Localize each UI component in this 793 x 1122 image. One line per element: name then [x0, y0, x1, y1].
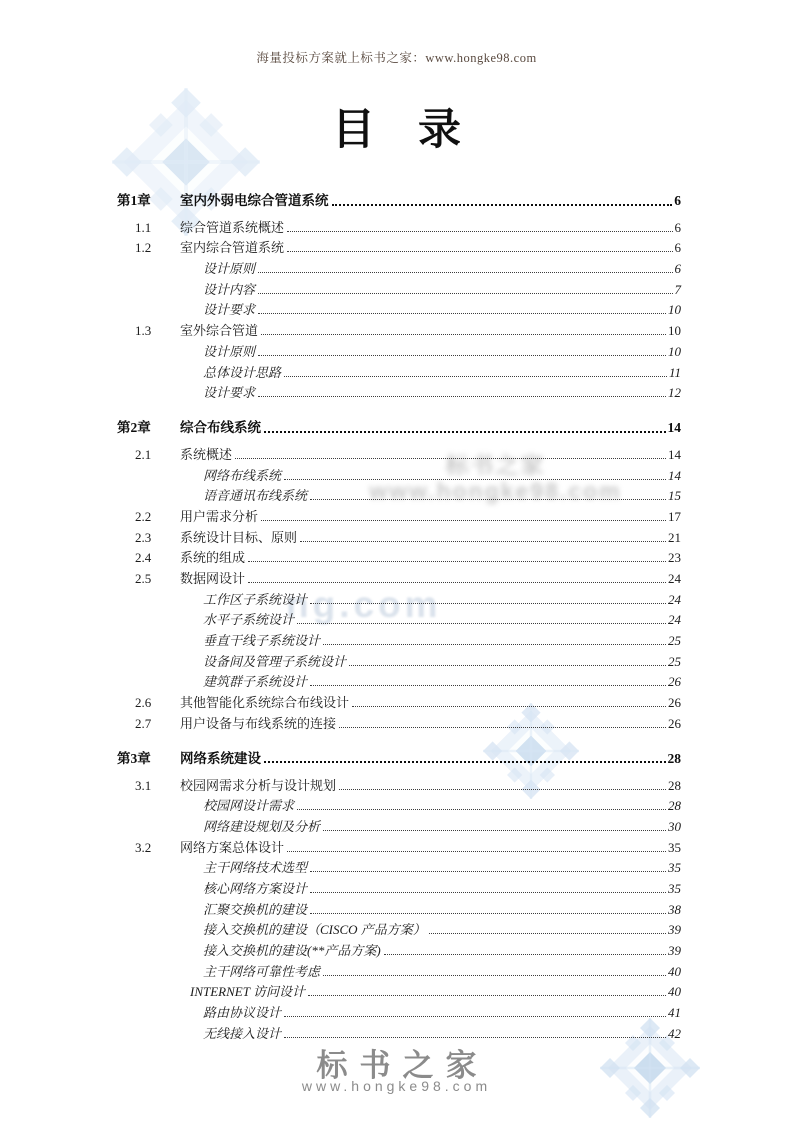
toc-page-number: 15 [668, 488, 681, 504]
toc-entry-row[interactable] [117, 773, 681, 794]
toc-chapter-row[interactable] [117, 414, 681, 436]
toc-leader-dots [248, 582, 666, 583]
toc-entry-title: 主干网络技术选型 [203, 860, 308, 876]
toc-entry-title: 系统设计目标、原则 [180, 529, 298, 545]
toc-entry-row[interactable] [117, 587, 681, 608]
toc-entry-row[interactable] [117, 608, 681, 629]
toc-page-number: 14 [668, 446, 681, 462]
toc-page-number: 40 [668, 963, 681, 979]
toc-entry-row[interactable] [117, 670, 681, 691]
toc-page-number: 17 [668, 508, 681, 524]
toc-entry-row[interactable] [117, 504, 681, 525]
toc-entry-row[interactable] [117, 649, 681, 670]
toc-leader-dots [310, 603, 666, 604]
toc-chapter-label: 第2章 [117, 420, 151, 436]
toc-page-number: 6 [674, 240, 681, 256]
toc-page-number: 30 [668, 818, 681, 834]
toc-entry-title: 设计要求 [203, 302, 256, 318]
toc-entry-row[interactable] [117, 484, 681, 505]
toc-entry-number: 3.1 [135, 777, 152, 793]
toc-entry-title: 主干网络可靠性考虑 [203, 963, 321, 979]
toc-leader-dots [284, 1016, 666, 1017]
toc-page-number: 28 [667, 750, 681, 766]
toc-entry-row[interactable] [117, 318, 681, 339]
toc-entry-row[interactable] [117, 339, 681, 360]
toc-entry-title: 水平子系统设计 [203, 612, 295, 628]
toc-entry-number: 2.7 [135, 715, 152, 731]
toc-leader-dots [248, 561, 666, 562]
toc-page-number: 23 [668, 550, 681, 566]
toc-page-number: 40 [668, 984, 681, 1000]
toc-page-number: 6 [674, 261, 681, 277]
toc-entry-number: 2.4 [135, 550, 152, 566]
toc-chapter-row[interactable] [117, 187, 681, 209]
toc-entry-title: 用户需求分析 [180, 508, 259, 524]
toc-chapter-title: 室内外弱电综合管道系统 [180, 193, 329, 208]
toc-entry-title: 数据网设计 [180, 571, 246, 586]
toc-leader-dots [339, 789, 666, 790]
toc-page-number: 11 [668, 364, 681, 380]
toc-entry-number: 2.6 [135, 695, 152, 711]
toc-entry-title: 网络方案总体设计 [180, 839, 285, 855]
toc-leader-dots [284, 479, 666, 480]
toc-entry-row[interactable] [117, 546, 681, 567]
toc-entry-row[interactable] [117, 277, 681, 298]
toc-leader-dots [310, 913, 666, 914]
toc-entry-row[interactable] [117, 628, 681, 649]
toc-page-number: 14 [668, 467, 681, 483]
toc-page-number: 6 [674, 219, 681, 235]
toc-entry-title: 系统概述 [180, 446, 233, 462]
toc-leader-dots [349, 665, 666, 666]
toc-entry-row[interactable] [117, 918, 681, 939]
toc-entry-row[interactable] [117, 980, 681, 1001]
toc-leader-dots [284, 1037, 666, 1038]
toc-entry-row[interactable] [117, 876, 681, 897]
toc-entry-row[interactable] [117, 566, 681, 587]
toc-page-number: 35 [668, 839, 681, 855]
toc-page-number: 26 [668, 695, 681, 711]
toc-leader-dots [258, 355, 666, 356]
toc-entry-row[interactable] [117, 814, 681, 835]
toc-entry-title: 设计原则 [203, 343, 256, 359]
toc-leader-dots [287, 251, 672, 252]
toc-entry-number: 2.3 [135, 529, 152, 545]
toc-entry-row[interactable] [117, 442, 681, 463]
toc-entry-row[interactable] [117, 835, 681, 856]
toc-chapter-label: 第1章 [117, 193, 151, 208]
toc-leader-dots [287, 851, 666, 852]
toc-leader-dots [310, 871, 666, 872]
toc-leader-dots [352, 706, 666, 707]
toc-page-number: 10 [668, 343, 681, 359]
toc-entry-row[interactable] [117, 463, 681, 484]
toc-entry-row[interactable] [117, 856, 681, 877]
toc-entry-title: 工作区子系统设计 [203, 591, 308, 607]
toc-leader-dots [323, 830, 666, 831]
toc-leader-dots [261, 334, 666, 335]
toc-entry-title: 设计原则 [203, 261, 256, 277]
toc-page-number: 21 [668, 529, 681, 545]
toc-entry-row[interactable] [117, 256, 681, 277]
toc-leader-dots [258, 396, 666, 397]
toc-page-number: 10 [668, 323, 681, 339]
toc-leader-dots [308, 995, 666, 996]
toc-page-number: 41 [668, 1005, 681, 1021]
toc-entry-number: 2.1 [135, 446, 152, 462]
toc-entry-title: 接入交换机的建设（CISCO 产品方案） [203, 922, 426, 938]
toc-entry-number: 1.1 [135, 219, 152, 235]
toc-page-number: 10 [668, 302, 681, 318]
toc-entry-title: 设计要求 [203, 385, 256, 401]
toc-entry-title: 核心网络方案设计 [203, 880, 308, 896]
toc-page-number: 25 [668, 653, 681, 669]
toc-entry-title: 设备间及管理子系统设计 [203, 653, 347, 669]
toc-entry-title: INTERNET 访问设计 [190, 984, 305, 1000]
toc-page-number: 24 [668, 612, 681, 628]
toc-entry-title: 校园网需求分析与设计规划 [180, 777, 337, 793]
toc-entry-title: 室外综合管道 [180, 323, 259, 339]
toc-entry-row[interactable] [117, 959, 681, 980]
toc-leader-dots [339, 727, 666, 728]
toc-entry-title: 建筑群子系统设计 [203, 674, 308, 690]
toc-leader-dots [332, 204, 673, 206]
toc [117, 174, 681, 1042]
toc-page-number: 35 [668, 860, 681, 876]
toc-leader-dots [297, 623, 666, 624]
toc-leader-dots [300, 541, 666, 542]
toc-entry-row[interactable] [117, 525, 681, 546]
toc-leader-dots [261, 520, 666, 521]
page-title: 目 录 [332, 107, 461, 154]
toc-entry-row[interactable] [117, 298, 681, 319]
toc-page-number: 28 [668, 798, 681, 814]
center-watermark: 标书之家 www.hongke98.com [369, 452, 622, 504]
toc-entry-title: 汇聚交换机的建设 [203, 901, 308, 917]
toc-page-number: 26 [668, 674, 681, 690]
toc-entry-title: 其他智能化系统综合布线设计 [180, 695, 350, 711]
toc-entry-title: 设计内容 [203, 281, 256, 297]
toc-entry-title: 总体设计思路 [203, 364, 282, 380]
toc-page-number: 7 [674, 281, 681, 297]
toc-entry-row[interactable] [117, 236, 681, 257]
toc-leader-dots [258, 313, 666, 314]
toc-entry-row[interactable] [117, 215, 681, 236]
toc-entry-title: 系统的组成 [180, 550, 246, 566]
toc-entry-title: 垂直干线子系统设计 [203, 633, 321, 649]
toc-page-number: 12 [668, 385, 681, 401]
toc-entry-row[interactable] [117, 938, 681, 959]
toc-page-number: 24 [668, 591, 681, 607]
toc-page-number: 14 [667, 420, 681, 436]
toc-entry-row[interactable] [117, 381, 681, 402]
toc-entry-number: 3.2 [135, 839, 152, 855]
toc-entry-row[interactable] [117, 897, 681, 918]
toc-chapter-title: 综合布线系统 [180, 420, 261, 436]
watermark-fragment: ng.com [286, 584, 442, 625]
toc-leader-dots [284, 376, 667, 377]
toc-page-number: 25 [668, 633, 681, 649]
toc-entry-title: 用户设备与布线系统的连接 [180, 715, 337, 731]
toc-leader-dots [258, 272, 672, 273]
toc-entry-title: 综合管道系统概述 [180, 219, 285, 235]
toc-page-number: 42 [668, 1025, 681, 1041]
toc-entry-title: 路由协议设计 [203, 1005, 282, 1021]
toc-chapter-title: 网络系统建设 [180, 750, 261, 766]
toc-page-number: 38 [668, 901, 681, 917]
header-promo-text: 海量投标方案就上标书之家：www.hongke98.com [256, 51, 537, 65]
toc-leader-dots [310, 892, 666, 893]
toc-page-number: 6 [674, 193, 681, 208]
toc-entry-title: 无线接入设计 [203, 1025, 282, 1041]
toc-chapter-row[interactable] [117, 745, 681, 767]
toc-entry-row[interactable] [117, 794, 681, 815]
toc-page-number: 35 [668, 880, 681, 896]
toc-entry-row[interactable] [117, 1021, 681, 1042]
toc-entry-title: 校园网设计需求 [203, 798, 295, 814]
toc-leader-dots [264, 761, 666, 763]
site-logo-url: www.hongke98.com [301, 1078, 492, 1094]
toc-leader-dots [429, 933, 666, 934]
toc-page-number: 39 [668, 943, 681, 958]
toc-entry-title: 室内综合管道系统 [180, 240, 285, 256]
site-logo-text: 标书之家 [316, 1048, 489, 1083]
toc-entry-title: 网络建设规划及分析 [203, 818, 321, 834]
toc-entry-row[interactable] [117, 1000, 681, 1021]
toc-page-number: 39 [668, 922, 681, 938]
toc-leader-dots [264, 431, 666, 433]
toc-leader-dots [310, 499, 666, 500]
toc-leader-dots [384, 954, 666, 955]
toc-entry-number: 1.2 [135, 240, 152, 256]
toc-entry-number: 1.3 [135, 323, 152, 339]
toc-page-number: 24 [668, 571, 681, 586]
toc-leader-dots [323, 975, 666, 976]
toc-page-number: 26 [668, 715, 681, 731]
toc-entry-title: 网络布线系统 [203, 467, 282, 483]
toc-entry-row[interactable] [117, 360, 681, 381]
toc-leader-dots [297, 809, 666, 810]
toc-entry-row[interactable] [117, 690, 681, 711]
toc-entry-row[interactable] [117, 711, 681, 732]
toc-chapter-label: 第3章 [117, 750, 151, 766]
toc-leader-dots [258, 293, 672, 294]
toc-entry-title: 语音通讯布线系统 [203, 488, 308, 504]
toc-leader-dots [323, 644, 666, 645]
toc-entry-title: 接入交换机的建设(**产品方案) [203, 943, 381, 958]
toc-entry-number: 2.2 [135, 508, 152, 524]
toc-leader-dots [235, 458, 666, 459]
toc-entry-number: 2.5 [135, 571, 152, 586]
toc-leader-dots [287, 231, 672, 232]
toc-page-number: 28 [668, 777, 681, 793]
toc-leader-dots [310, 685, 666, 686]
